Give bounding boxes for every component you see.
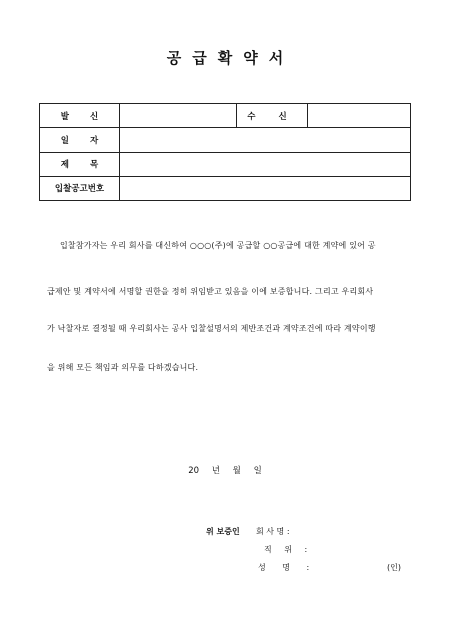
body-line-4: 을 위해 모든 책임과 의무를 다하겠습니다.: [47, 363, 199, 372]
document-title: 공급확약서: [166, 49, 295, 67]
body-line-3: 가 낙찰자로 결정될 때 우리회사는 공사 입찰설명서의 제반조건과 계약조건에 따라 계약이행: [47, 324, 376, 333]
guarantor-heading: 위 보증인: [206, 527, 240, 536]
subject-value[interactable]: [120, 152, 411, 176]
date-line: 20 년 월 일: [188, 466, 262, 476]
bid-number-value[interactable]: [120, 176, 411, 200]
position-label: 직 위 :: [264, 545, 308, 554]
subject-label: 제 목: [40, 152, 120, 176]
name-label: 성 명 :: [258, 563, 310, 572]
body-line-2: 급제안 및 계약서에 서명할 권한을 정히 위임받고 있음을 이에 보증합니다. 그리고 우리회사: [47, 287, 374, 296]
seal-mark: (인): [387, 563, 401, 572]
date-value[interactable]: [120, 128, 411, 152]
sender-value[interactable]: [120, 104, 237, 128]
company-name-label: 회 사 명 :: [256, 527, 290, 536]
info-table: [39, 103, 411, 201]
body-line-1: 입찰참가자는 우리 회사를 대신하여 ○○○(주)에 공급할 ○○공급에 대한 계약에 있어 공: [60, 241, 376, 250]
receiver-value[interactable]: [308, 104, 411, 128]
date-label: 일 자: [40, 128, 120, 152]
sender-label: 발 신: [40, 104, 120, 128]
bid-number-label: 입찰공고번호: [40, 176, 120, 200]
receiver-label: 수 신: [237, 104, 308, 128]
